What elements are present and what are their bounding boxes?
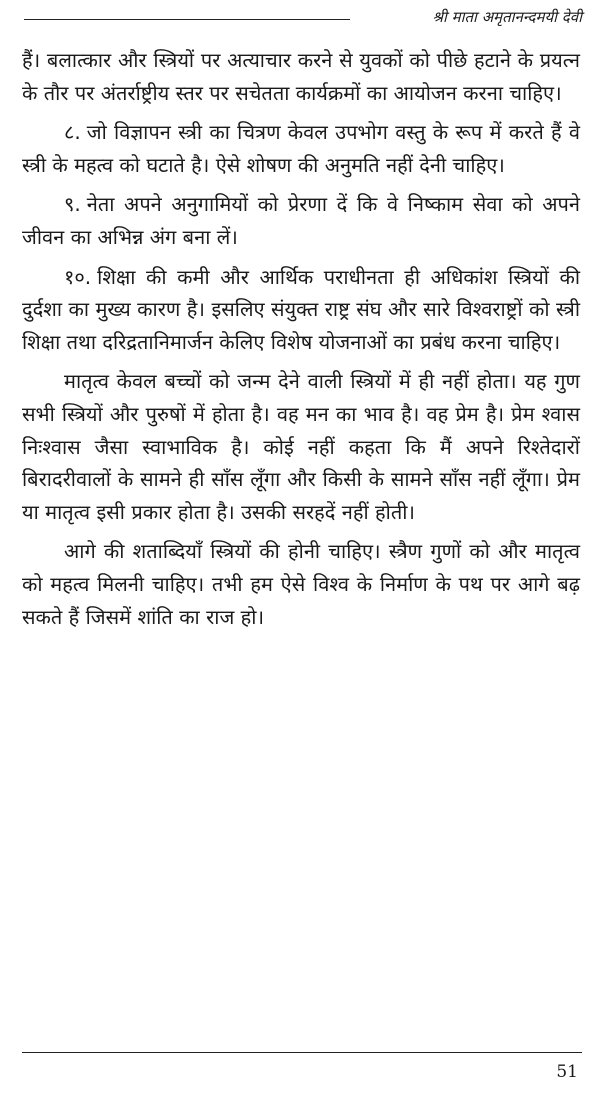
paragraph-point-9 [22, 188, 580, 253]
running-title: श्री माता अमृतानन्दमयी देवी [432, 8, 582, 26]
paragraph-point-8 [22, 116, 580, 181]
paragraph-continuation [22, 44, 580, 109]
paragraph-motherhood [22, 365, 580, 528]
header-rule [24, 19, 350, 20]
body-text [22, 44, 580, 640]
running-header [24, 6, 582, 28]
point-number: १०. [64, 264, 92, 289]
paragraph-text: जो विज्ञापन स्त्री का चित्रण केवल उपभोग वस्तु के रूप में करते हैं वे स्त्री के महत्व को घटाते है। ऐसे शोषण की अनुमति नहीं देनी चाहिए। [22, 120, 580, 177]
paragraph-point-10 [22, 261, 580, 359]
paragraph-text: आगे की शताब्दियाँ स्त्रियों की होनी चाहिए। स्त्रैण गुणों को और मातृत्व को महत्व मिलनी चाहिए। तभी हम ऐसे विश्व के निर्माण के पथ पर आगे बढ़ सकते हैं जिसमें शांति का राज हो। [22, 539, 580, 629]
paragraph-text: हैं। बलात्कार और स्त्रियों पर अत्याचार करने से युवकों को पीछे हटाने के प्रयत्न के तौर पर अंतर्राष्ट्रीय स्तर पर सचेतता कार्यक्रमों का आयोजन करना चाहिए। [22, 48, 580, 105]
paragraph-text: मातृत्व केवल बच्चों को जन्म देने वाली स्त्रियों में ही नहीं होता। यह गुण सभी स्त्रियों और पुरुषों में होता है। वह मन का भाव है। वह प्रेम है। प्रेम श्वास निःश्वास जैसा स्वाभाविक है। कोई नहीं कहता कि मैं अपने रिश्तेदारों बिरादरीवालों के सामने ही साँस लूँगा और किसी के सामने साँस नहीं लूँगा। प्रेम या मातृत्व इसी प्रकार होता है। उसकी सरहदें नहीं होती। [22, 369, 580, 524]
footer-rule [22, 1052, 582, 1053]
point-number: ९. [64, 192, 81, 217]
page-number: 51 [556, 1062, 578, 1082]
point-number: ८. [64, 120, 81, 145]
paragraph-text: शिक्षा की कमी और आर्थिक पराधीनता ही अधिकांश स्त्रियों की दुर्दशा का मुख्य कारण है। इसलिए संयुक्त राष्ट्र संघ और सारे विश्वराष्ट्रों को स्त्री शिक्षा तथा दरिद्रतानिमार्जन केलिए विशेष योजनाओं का प्रबंध करना चाहिए। [22, 264, 580, 354]
paragraph-coming-centuries [22, 535, 580, 633]
paragraph-text: नेता अपने अनुगामियों को प्रेरणा दें कि वे निष्काम सेवा को अपने जीवन का अभिन्न अंग बना लें। [22, 192, 580, 249]
